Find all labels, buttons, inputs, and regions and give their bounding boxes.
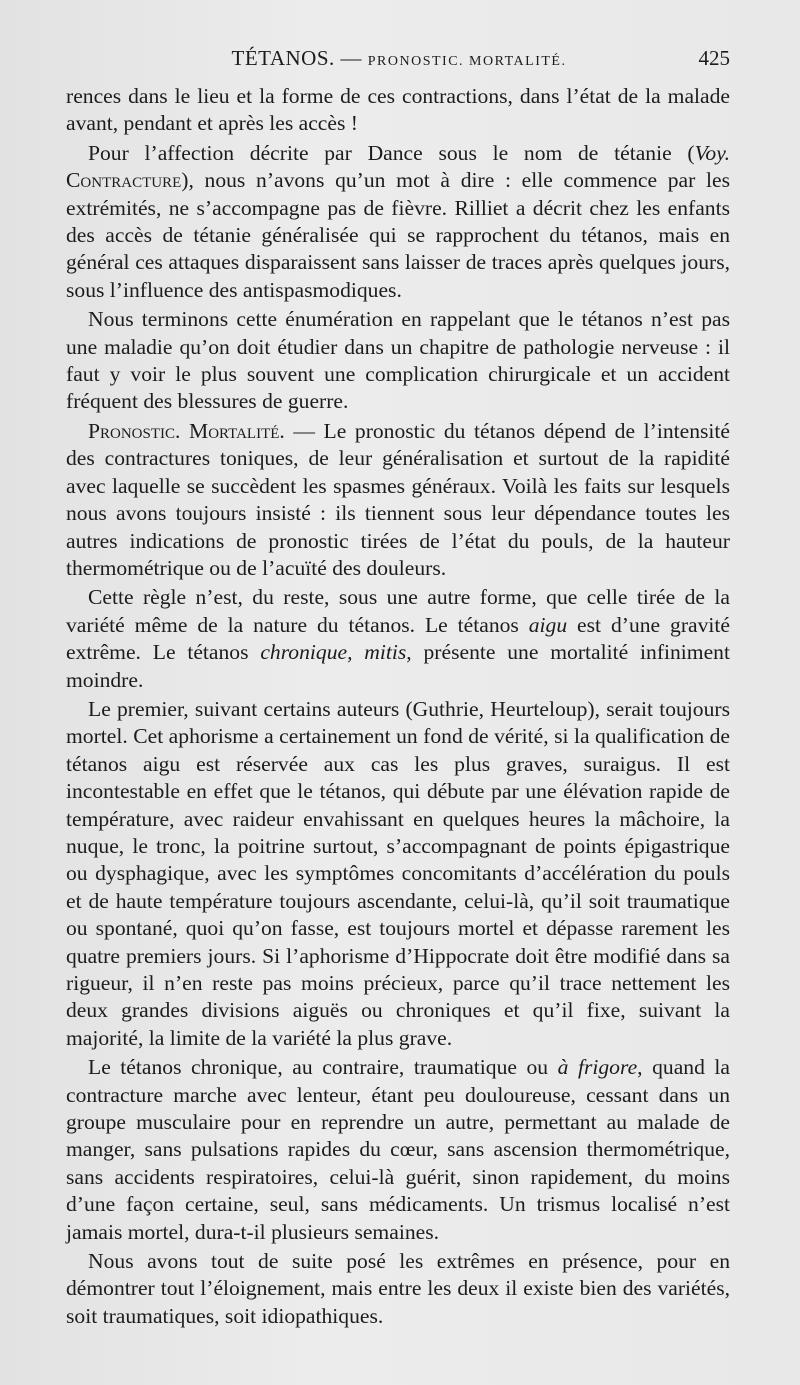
term-a-frigore: à frigore [557, 1055, 638, 1080]
text-run: est d’une gravité extrême. Le tétanos [66, 612, 730, 665]
text-run: Le tétanos chronique, au contraire, traumatique ou [88, 1055, 558, 1080]
paragraph-continuation: rences dans le lieu et la forme de ces contractions, dans l’état de la malade avant, pendant et après les accès ! [66, 84, 730, 136]
paragraph-tetanie [66, 140, 730, 304]
text-run: Cette règle n’est, du reste, sous une autre forme, que celle tirée de la variété même de la nature du tétanos. Le tétanos [66, 585, 730, 637]
title-separator: — [334, 46, 368, 70]
term-chronique-mitis: chronique, mitis [260, 640, 407, 665]
text-run: , quand la contracture marche avec lenteur, étant peu douloureuse, cessant dans un groupe musculaire pour en reprendre un autre, permettant au malade de manger, sans pulsations rapides du cœur, sans ascension thermométrique, sans accidents respiratoires, celui-là guérit, sinon rapidement, du moins d’une façon certaine, seul, sans médicaments. Un trismus localisé n’est jamais mortel, dura-t-il plusieurs semaines. [66, 1055, 730, 1244]
paragraph-pronostic [66, 418, 730, 582]
page-number: 425 [698, 46, 730, 70]
section-heading: Pronostic. Mortalité. [88, 418, 285, 443]
text-run: , présente une mortalité infiniment moindre. [66, 640, 730, 692]
voy-reference: Voy. [694, 140, 730, 165]
body-text [66, 83, 730, 1332]
paragraph-enumeration: Nous terminons cette énumération en rappelant que le tétanos n’est pas une maladie qu’on doit étudier dans un chapitre de pathologie nerveuse : il faut y voir le plus souvent une complication chirurgicale et un accident fréquent des blessures de guerre. [66, 307, 730, 414]
text-run: — Le pronostic du tétanos dépend de l’intensité des contractures toniques, de leur généralisation et surtout de la rapidité avec laquelle se succèdent les spasmes généraux. Voilà les faits sur lesquels nous avons toujours insisté : ils tiennent sous leur dépendance toutes les autres indications de pronostic tirées de l’état du pouls, de la hauteur thermométrique ou de l’acuïté des douleurs. [66, 418, 730, 580]
running-title [66, 46, 732, 71]
paragraph-regle [66, 584, 730, 694]
term-aigu: aigu [528, 612, 568, 637]
paragraph-chronique [66, 1054, 730, 1246]
running-header [66, 44, 732, 76]
title-main: TÉTANOS. [231, 46, 335, 70]
paragraph-premier: Le premier, suivant certains auteurs (Guthrie, Heurteloup), serait toujours mortel. Cet aphorisme a certainement un fond de vérité, si la qualification de tétanos aigu est réservée aux cas les plus graves, suraigus. Il est incontestable en effet que le tétanos, qui débute par une élévation rapide de température, avec raideur envahissant en quelques heures la mâchoire, la nuque, le tronc, la poitrine surtout, s’accompagnant de points épigastrique ou dysphagique, avec les symptômes concomitants d’accélération du pouls et de haute température toujours ascendante, celui-là, qu’il soit traumatique ou spontané, quoi qu’on fasse, est toujours mortel et dépasse rarement les quatre premiers jours. Si l’aphorisme d’Hippocrate doit être modifié dans sa rigueur, il n’en reste pas moins précieux, parce qu’il trace nettement les deux grandes divisions aiguës ou chroniques et qu’il fixe, suivant la majorité, la limite de la variété la plus grave. [66, 696, 730, 1050]
text-run: ), nous n’avons qu’un mot à dire : elle commence par les extrémités, ne s’accompagne pas de fièvre. Rilliet a décrit chez les enfants des accès de tétanie généralisée qui se rapprochent du tétanos, mais en général ces attaques disparaissent sans laisser de traces après quelques jours, sous l’influence des antispasmodiques. [66, 168, 730, 302]
text-run: Pour l’affection décrite par Dance sous le nom de tétanie ( [88, 140, 695, 165]
paragraph-extremes: Nous avons tout de suite posé les extrêmes en présence, pour en démontrer tout l’éloignement, mais entre les deux il existe bien des variétés, soit traumatiques, soit idiopathiques. [66, 1249, 730, 1328]
contracture-reference: Contracture [66, 168, 182, 193]
title-sub: PRONOSTIC. MORTALITÉ. [367, 54, 567, 69]
